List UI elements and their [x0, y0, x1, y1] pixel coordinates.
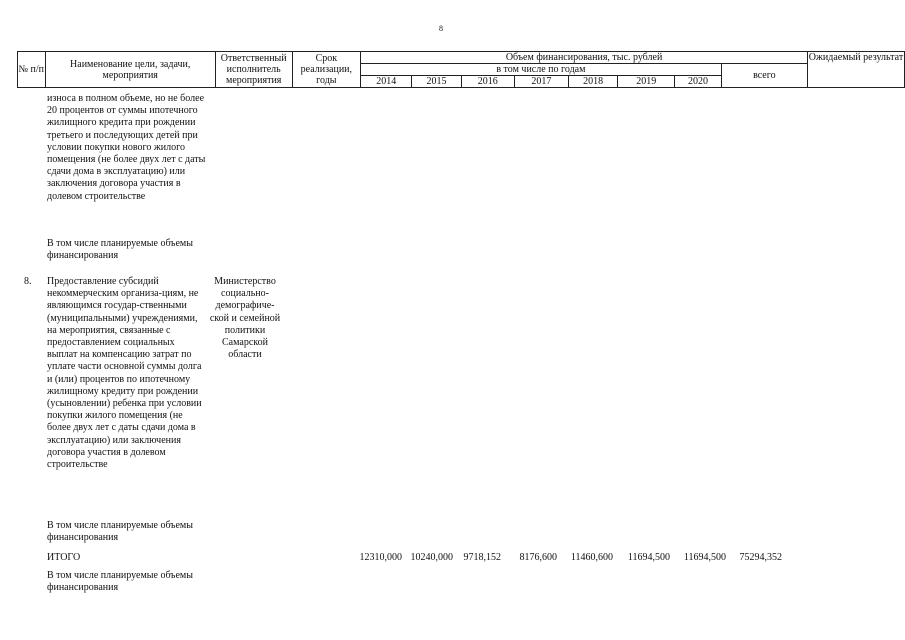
item-8-planned-label: В том числе планируемые объемы финансирования [47, 520, 193, 544]
header-funding: Объем финансирования, тыс. рублей [361, 52, 808, 64]
table-header [17, 51, 905, 88]
total-all: 75294,352 [739, 552, 782, 563]
header-year: 2020 [675, 76, 721, 88]
header-num: № п/п [18, 52, 46, 88]
total-2020: 11694,500 [683, 552, 726, 563]
header-by-year: в том числе по годам [361, 64, 721, 76]
item-8-responsible: Министерство социально-демографиче-ской и семейной политики Самарской области [209, 276, 281, 361]
header-name: Наименование цели, задачи, мероприятия [45, 52, 215, 88]
total-2019: 11694,500 [627, 552, 670, 563]
header-result: Ожидаемый результат [808, 52, 905, 88]
page-number: 8 [439, 24, 443, 33]
header-year: 2016 [461, 76, 514, 88]
header-responsible: Ответственный исполнитель мероприятия [215, 52, 292, 88]
continued-item-text: износа в полном объеме, но не более 20 процентов от суммы ипотечного жилищного кредита при рождении третьего и последующих детей при условии покупки нового жилого помещения (не более двух лет с даты сдачи дома в эксплуатацию) или заключения договора участия в долевом строительстве [47, 93, 206, 202]
item-8-number: 8. [24, 276, 32, 287]
total-2018: 11460,600 [570, 552, 613, 563]
header-year: 2018 [568, 76, 617, 88]
total-2016: 9718,152 [463, 552, 501, 563]
total-2015: 10240,000 [410, 552, 453, 563]
total-2017: 8176,600 [519, 552, 557, 563]
header-total: всего [721, 64, 807, 88]
continued-planned-label: В том числе планируемые объемы финансирования [47, 238, 193, 262]
total-2014: 12310,000 [359, 552, 402, 563]
header-year: 2015 [412, 76, 461, 88]
total-label: ИТОГО [47, 552, 81, 563]
item-8-text: Предоставление субсидий некоммерческим организа-циям, не являющимся государ-ственными (муниципальными) учреждениями, на мероприятия, связанные с предоставлением социальных выплат на компенсацию затрат по уплате части основной суммы долга и (или) процентов по ипотечному жилищному кредиту при рождении (усыновлении) ребенка при условии покупки жилого помещения (не более двух лет с даты сдачи дома в эксплуатацию) или заключения договора участия в долевом строительстве [47, 276, 202, 471]
header-term: Срок реализации, годы [292, 52, 361, 88]
header-year: 2019 [618, 76, 675, 88]
total-planned-label: В том числе планируемые объемы финансирования [47, 570, 193, 594]
header-year: 2014 [361, 76, 412, 88]
header-year: 2017 [514, 76, 568, 88]
